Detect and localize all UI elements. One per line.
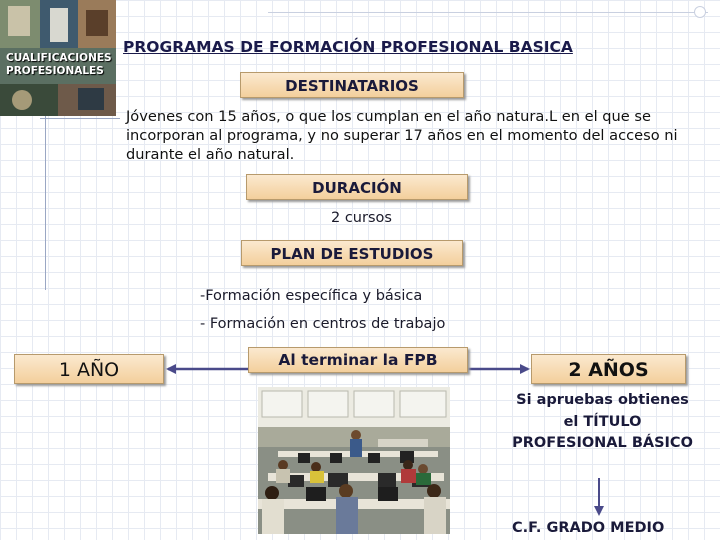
grado-medio-text: C.F. GRADO MEDIO <box>512 520 665 536</box>
two-years-box: 2 AÑOS <box>531 354 686 384</box>
al-terminar-fpb-box: Al terminar la FPB <box>248 347 468 373</box>
classroom-photo <box>258 387 450 534</box>
decorative-horizontal-line <box>40 118 120 119</box>
titulo-profesional-text: Si apruebas obtienes el TÍTULO PROFESIONAL BÁSICO <box>512 392 693 451</box>
decorative-top-circle <box>694 6 706 18</box>
plan-estudios-box: PLAN DE ESTUDIOS <box>241 240 463 266</box>
decorative-top-line <box>268 12 708 13</box>
cualificaciones-logo <box>0 0 116 116</box>
duracion-box: DURACIÓN <box>246 174 468 200</box>
decorative-vertical-line <box>45 100 46 290</box>
one-year-box: 1 AÑO <box>14 354 164 384</box>
destinatarios-box: DESTINATARIOS <box>240 72 464 98</box>
plan-item-formacion-centros: - Formación en centros de trabajo <box>200 316 446 332</box>
destinatarios-text: Jóvenes con 15 años, o que los cumplan en el año natura.L en el que se incorporan al programa, y no superar 17 años en el momento del acceso ni durante el año natural. <box>126 108 678 163</box>
page-title: PROGRAMAS DE FORMACIÓN PROFESIONAL BASICA <box>123 38 573 56</box>
logo-text <box>6 52 114 78</box>
logo-text-line1: CUALIFICACIONES <box>6 52 112 64</box>
duracion-text: 2 cursos <box>331 210 392 226</box>
logo-text-line2: PROFESIONALES <box>6 65 104 77</box>
plan-item-formacion-especifica: -Formación específica y básica <box>200 288 423 304</box>
